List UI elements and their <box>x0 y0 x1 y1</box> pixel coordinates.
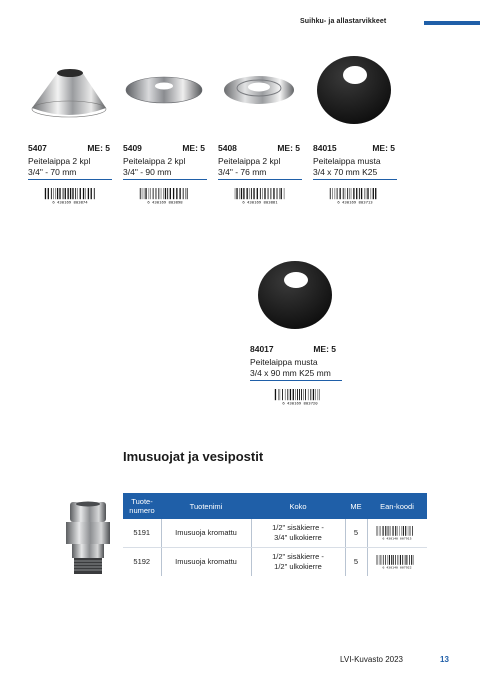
header-tuotenimi: Tuotenimi <box>161 493 251 519</box>
cell-ean <box>367 548 427 577</box>
cover-plate-black-image <box>254 257 336 339</box>
barcode-bar <box>72 188 73 199</box>
barcode-bar <box>236 188 237 199</box>
barcode-bar <box>343 188 344 199</box>
barcode-bar <box>70 188 71 199</box>
barcode-bar <box>356 188 357 199</box>
barcode-bar <box>409 555 410 565</box>
barcode-bar <box>241 188 242 199</box>
barcode-bar <box>361 188 362 199</box>
product-underline <box>218 179 302 180</box>
product-code: 84015 <box>313 143 337 153</box>
barcode-bar <box>176 188 177 199</box>
barcode-bar <box>385 555 386 565</box>
cell-me: 5 <box>345 548 367 577</box>
barcode-bar <box>282 389 283 400</box>
barcode-bar <box>340 188 341 199</box>
hose-fitting-image <box>60 500 116 582</box>
barcode-bar <box>91 188 92 199</box>
barcode-bar <box>305 389 306 400</box>
cell-me: 5 <box>345 519 367 548</box>
barcode-bar <box>243 188 244 199</box>
barcode-bar <box>412 526 413 536</box>
barcode-bar <box>67 188 68 199</box>
cover-plate-chrome-image <box>218 56 300 138</box>
cell-numero: 5192 <box>123 548 161 577</box>
barcode-bar <box>385 526 386 536</box>
barcode-bar <box>165 188 166 199</box>
product-underline <box>313 179 397 180</box>
product-me: ME: 5 <box>277 143 300 153</box>
barcode-bar <box>63 188 64 199</box>
barcode-bar <box>45 188 46 199</box>
cell-nimi: Imusuoja kromattu <box>161 548 251 577</box>
product-card <box>218 56 300 209</box>
cell-nimi: Imusuoja kromattu <box>161 519 251 548</box>
barcode-bar <box>406 555 407 565</box>
barcode-image <box>374 555 420 569</box>
barcode-bar <box>310 389 311 400</box>
product-me: ME: 5 <box>313 344 336 354</box>
product-card <box>28 56 110 209</box>
barcode-bar <box>173 188 174 199</box>
product-code: 84017 <box>250 344 274 354</box>
barcode-bar <box>270 188 271 199</box>
barcode-bar <box>153 188 154 199</box>
barcode-bar <box>179 188 180 199</box>
barcode-bar <box>94 188 95 199</box>
barcode-bar <box>247 188 248 199</box>
barcode-bar <box>88 188 89 199</box>
barcode-image <box>374 526 420 540</box>
barcode-bar <box>403 526 404 536</box>
barcode-bar <box>65 188 66 199</box>
barcode-bar <box>260 188 261 199</box>
barcode-bar <box>140 188 141 199</box>
barcode-digits: 6 430169 803874 <box>52 200 88 204</box>
barcode-bar <box>359 188 360 199</box>
barcode-bar <box>290 389 291 400</box>
barcode-digits: 6 430169 803720 <box>282 401 318 405</box>
barcode-bar <box>275 389 276 400</box>
barcode-bar <box>405 526 406 536</box>
barcode-bar <box>381 555 382 565</box>
barcode-bar <box>367 188 368 199</box>
barcode-bar <box>277 188 278 199</box>
cover-plate-black-image <box>313 56 395 138</box>
cell-ean <box>367 519 427 548</box>
barcode-bar <box>264 188 265 199</box>
barcode-bar <box>400 555 401 565</box>
barcode-digits: 6 430140 007922 <box>382 565 412 569</box>
footer-catalog-title: LVI-Kuvasto 2023 <box>340 655 404 664</box>
barcode-digits: 6 430169 803898 <box>147 200 183 204</box>
table-row <box>123 548 427 577</box>
product-code: 5409 <box>123 143 142 153</box>
barcode-image <box>137 188 193 204</box>
barcode-bar <box>48 188 49 199</box>
product-table <box>123 493 427 576</box>
barcode-image <box>272 389 328 405</box>
section-title: Imusuojat ja vesipostit <box>123 449 264 464</box>
barcode-bar <box>383 555 384 565</box>
cell-koko: 1/2" sisäkierre - 3/4" ulkokierre <box>251 519 345 548</box>
product-code: 5407 <box>28 143 47 153</box>
barcode-bar <box>373 188 374 199</box>
barcode-bar <box>395 526 396 536</box>
header-koko: Koko <box>251 493 345 519</box>
barcode-bar <box>257 188 258 199</box>
barcode-bar <box>389 555 390 565</box>
barcode-bar <box>183 188 184 199</box>
header-tuotenumero: Tuote- numero <box>123 493 161 519</box>
header-title: Suihku- ja allastarvikkeet <box>300 18 387 25</box>
product-me: ME: 5 <box>87 143 110 153</box>
product-description: Peitelaippa 2 kpl 3/4" - 76 mm <box>218 156 281 177</box>
barcode-bar <box>293 389 294 400</box>
barcode-bar <box>57 188 58 199</box>
barcode-bar <box>395 555 396 565</box>
header-me: ME <box>345 493 367 519</box>
product-card <box>313 56 395 209</box>
barcode-bar <box>253 188 254 199</box>
product-description: Peitelaippa 2 kpl 3/4" - 90 mm <box>123 156 186 177</box>
barcode-bar <box>156 188 157 199</box>
product-description: Peitelaippa 2 kpl 3/4" - 70 mm <box>28 156 91 177</box>
barcode-bar <box>75 188 76 199</box>
barcode-bar <box>80 188 81 199</box>
product-me: ME: 5 <box>182 143 205 153</box>
barcode-bar <box>281 188 282 199</box>
barcode-bar <box>299 389 300 400</box>
barcode-bar <box>59 188 60 199</box>
header-accent-bar <box>424 21 480 25</box>
barcode-bar <box>268 188 269 199</box>
barcode-bar <box>391 555 392 565</box>
barcode-bar <box>375 188 376 199</box>
barcode-bar <box>301 389 302 400</box>
barcode-bar <box>167 188 168 199</box>
barcode-digits: 6 430169 803713 <box>337 200 373 204</box>
barcode-image <box>42 188 98 204</box>
barcode-digits: 6 430140 007915 <box>382 536 412 540</box>
barcode-bar <box>251 188 252 199</box>
product-description: Peitelaippa musta 3/4 x 70 mm K25 <box>313 156 381 177</box>
barcode-bar <box>398 555 399 565</box>
barcode-bar <box>337 188 338 199</box>
product-code: 5408 <box>218 143 237 153</box>
product-underline <box>123 179 207 180</box>
table-row <box>123 519 427 548</box>
cell-koko: 1/2" sisäkierre - 1/2" ulkokierre <box>251 548 345 577</box>
cell-numero: 5191 <box>123 519 161 548</box>
barcode-image <box>232 188 288 204</box>
barcode-image <box>327 188 383 204</box>
barcode-bar <box>83 188 84 199</box>
barcode-bar <box>287 389 288 400</box>
header-ean: Ean-koodi <box>367 493 427 519</box>
barcode-bar <box>51 188 52 199</box>
barcode-bar <box>411 555 412 565</box>
barcode-bar <box>393 526 394 536</box>
barcode-bar <box>393 555 394 565</box>
barcode-bar <box>297 389 298 400</box>
barcode-bar <box>273 188 274 199</box>
barcode-bar <box>347 188 348 199</box>
barcode-bar <box>383 526 384 536</box>
product-underline <box>250 380 342 381</box>
product-underline <box>28 179 112 180</box>
barcode-bar <box>187 188 188 199</box>
product-card <box>250 257 350 410</box>
barcode-bar <box>158 188 159 199</box>
cover-plate-chrome-image <box>123 56 205 138</box>
barcode-bar <box>170 188 171 199</box>
barcode-bar <box>389 526 390 536</box>
page-number: 13 <box>440 655 449 664</box>
cover-plate-chrome-image <box>28 56 110 138</box>
product-description: Peitelaippa musta 3/4 x 90 mm K25 mm <box>250 357 331 378</box>
product-card <box>123 56 205 209</box>
barcode-bar <box>145 188 146 199</box>
barcode-bar <box>353 188 354 199</box>
product-me: ME: 5 <box>372 143 395 153</box>
barcode-bar <box>330 188 331 199</box>
barcode-bar <box>313 389 314 400</box>
barcode-bar <box>402 555 403 565</box>
barcode-digits: 6 430169 803881 <box>242 200 278 204</box>
